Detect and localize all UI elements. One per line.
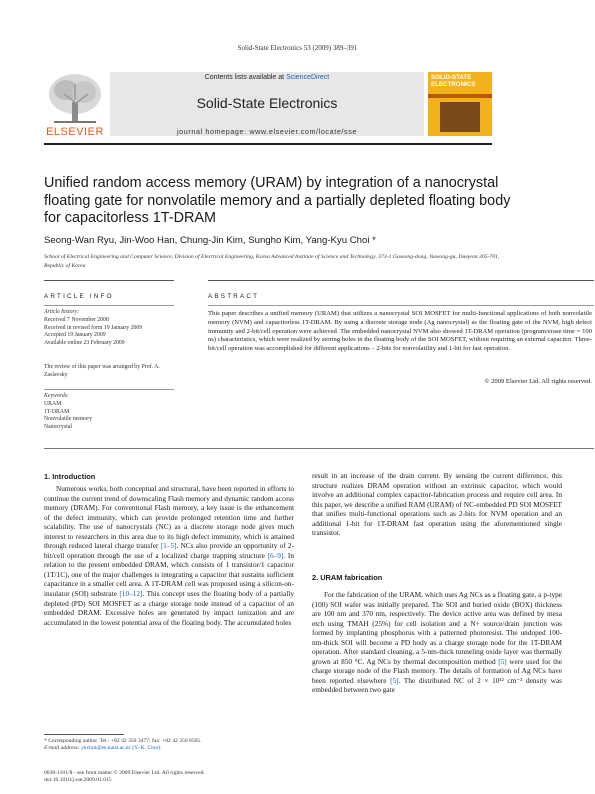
keywords-rule [44,389,174,390]
footnote-rule [44,734,124,735]
cover-stripe [428,94,492,98]
fabrication-heading: 2. URAM fabrication [312,573,383,582]
continued-paragraph: result in an increase of the drain current. By sensing the current difference, this structure realizes DRAM operation without an extrinsic capacitor, which would involve an additional complex capacitor-fabrication process and require cell area. In this paper, we describe a unified RAM (URAM) of NC-embedded PD SOI MOSFET that unifies multi-functional operations such as 2-bits for NVM operation and an additional 1-bit for 1T-DRAM fast operation using the aforementioned single transistor. [312,471,562,538]
article-info-heading: ARTICLE INFO [44,293,114,300]
fab-text-3: . The distributed NC of 2 × 10¹² cm⁻² density was embedded between two gate [312,675,562,695]
intro-text-2: . NCs also provide an opportunity of 2-bit/cell operation through the use of a localized charge trapping structure [44,541,295,560]
issn-line: 0038-1101/$ - see front matter © 2009 Elsevier Ltd. All rights reserved. [44,770,205,776]
history-accepted: Accepted 19 January 2009 [44,332,106,339]
keyword: Nanocrystal [44,424,73,431]
fab-paragraph [312,590,562,695]
contents-prefix: Contents lists available at [204,74,287,81]
fabrication-body [312,590,562,695]
journal-homepage[interactable]: journal homepage: www.elsevier.com/locate/sse [176,127,357,136]
keywords [44,393,184,432]
abstract-top-rule [208,280,594,281]
abstract-heading: ABSTRACT [208,293,260,300]
citation-link[interactable]: [5] [390,675,399,685]
abstract-text: This paper describes a unified memory (URAM) that utilizes a nanocrystal SOI MOSFET for multi-functional applications of both nonvolatile memory (NVM) and capacitorless 1T-DRAM. By using a discrete storage node (Ag nanocrystal) as the floating gate of the NVM, high defect immunity and 2-bit/cell operation were achieved. The embedded nanocrystal NVM also showed 1T-DRAM operation (program/erase time = 100 ns) characteristics, which were realized by storing holes in the floating body of the SOI MOSFET, without requiring an external capacitor. Three-bit/cell operation was accomplished for different applications – 2-bits for nonvolatility and 1-bit for fast operation. [208,310,592,353]
review-note: The review of this paper was arranged by Prof. A. Zaslavsky [44,364,160,378]
email-link[interactable]: ykchoi@ee.kaist.ac.kr (Y.-K. Choi). [81,745,162,752]
abstract-under-rule [208,305,594,306]
history-label: Article history: [44,309,80,315]
citation-link[interactable]: [5] [498,656,507,666]
issn-block [44,770,294,785]
intro-text-4: . This concept uses the floating body of a partially depleted (PD) SOI MOSFET as a charge storage node instead of a capacitor of an embedded DRAM. Excessive holes are generated by impact ionization and are accumulated in the lowest potential area of the floating body. The accumulated holes [44,589,294,627]
journal-title: Solid-State Electronics [196,95,338,111]
history-received: Received 7 November 2008 [44,316,109,323]
doi-line[interactable]: doi:10.1016/j.sse.2009.01.015 [44,777,112,784]
introduction-body [44,484,294,627]
history-revised: Received in revised form 19 January 2009 [44,324,143,331]
citation-link[interactable]: [1–5] [160,541,177,551]
cover-image [440,102,480,132]
authors: Seong-Wan Ryu, Jin-Woo Han, Chung-Jin Kim, Sungho Kim, Yang-Kyu Choi * [44,235,376,246]
elsevier-tree-icon [44,72,106,126]
journal-cover [428,72,492,136]
publisher-name: ELSEVIER [46,126,104,138]
email-line [44,745,294,752]
article-title: Unified random access memory (URAM) by integration of a nanocrystal floating gate for nonvolatile memory and a partially depleted floating body for capacitorless 1T-DRAM [44,175,511,226]
info-under-rule [44,305,174,306]
citation-link[interactable]: [6–9] [267,550,284,560]
journal-reference: Solid-State Electronics 53 (2009) 389–391 [237,44,358,52]
intro-text-1: Numerous works, both conceptual and structural, have been reported in efforts to continue the current trend of downscaling Flash memory and dynamic random access memory (DRAM). For conventional Flash memory, a key issue is the enhancement of the defect immunity, which can provide prolonged retention time and further scalability. The use of nanocrystals (NC) as a discrete storage node gives much interest to researchers in this area due to its high defect immunity, which is attained through reduced lateral charge transfer [44,484,294,551]
header-rule [44,143,492,145]
intro-text-3: . In relation to the present embedded DRAM, which consists of 1 transistor/1 capacitor (1T/1C), one of the major challenges is integrating a capacitor that sustains sufficient capacitance in a smaller cell area. A 1T-DRAM cell was proposed using a silicon-on-insulator (SOI) substrate [44,550,294,599]
fab-text-2: were used for the charge storage node of the Flash memory. The details of formation of Ag NCs have been reported elsewhere [312,656,562,685]
keyword: Nonvolatile memory [44,416,93,423]
email-label: E-mail address: [44,745,82,752]
info-top-rule [44,280,174,281]
fab-text-1: For the fabrication of the URAM, which uses Ag NCs as a floating gate, a p-type (100) SOI wafer was initially prepared. The SOI and buried oxide (BOX) thickness are 100 nm and 370 nm, respectively. The device active area was defined by mesa etch using TMAH (25%) for cell isolation and a N+ source/drain junction was formed by implanting phosphorus with a patterned photoresist. The undoped 100-nm-thick SOI will become a PD body as a charge storage node for the 1T-DRAM operation. After standard cleaning, a 5-nm-thick tunneling oxide layer was thermally grown at 850 °C. Ag NCs by thermal decomposition method [312,590,562,666]
corresponding-footnote [44,738,294,753]
keyword: 1T-DRAM [44,408,70,415]
sciencedirect-link[interactable]: ScienceDirect [286,74,330,81]
affiliation: School of Electrical Engineering and Computer Science, Division of Electrical Engineering, Korea Advanced Institute of Science and Technology, 373-1 Guseong-dong, Yuseong-gu, Daejeon 305-701, Republic of Korea [44,254,500,269]
intro-paragraph [44,484,294,627]
keywords-label: Keywords: [44,393,69,399]
citation-link[interactable]: [10–12] [119,589,143,599]
history-online: Available online 23 February 2009 [44,340,125,347]
cover-title: SOLID-STATE ELECTRONICS [431,74,476,88]
right-column-continuation [312,471,562,538]
abstract-end-rule [44,448,594,449]
keyword: URAM [44,400,62,407]
introduction-heading: 1. Introduction [44,472,96,481]
article-history [44,309,184,348]
copyright: © 2009 Elsevier Ltd. All rights reserved. [484,378,592,385]
corresponding-author: * Corresponding author. Tel.: +82 42 350 3477; fax: +82 42 350 8565. [44,738,202,744]
contents-line [110,74,424,81]
